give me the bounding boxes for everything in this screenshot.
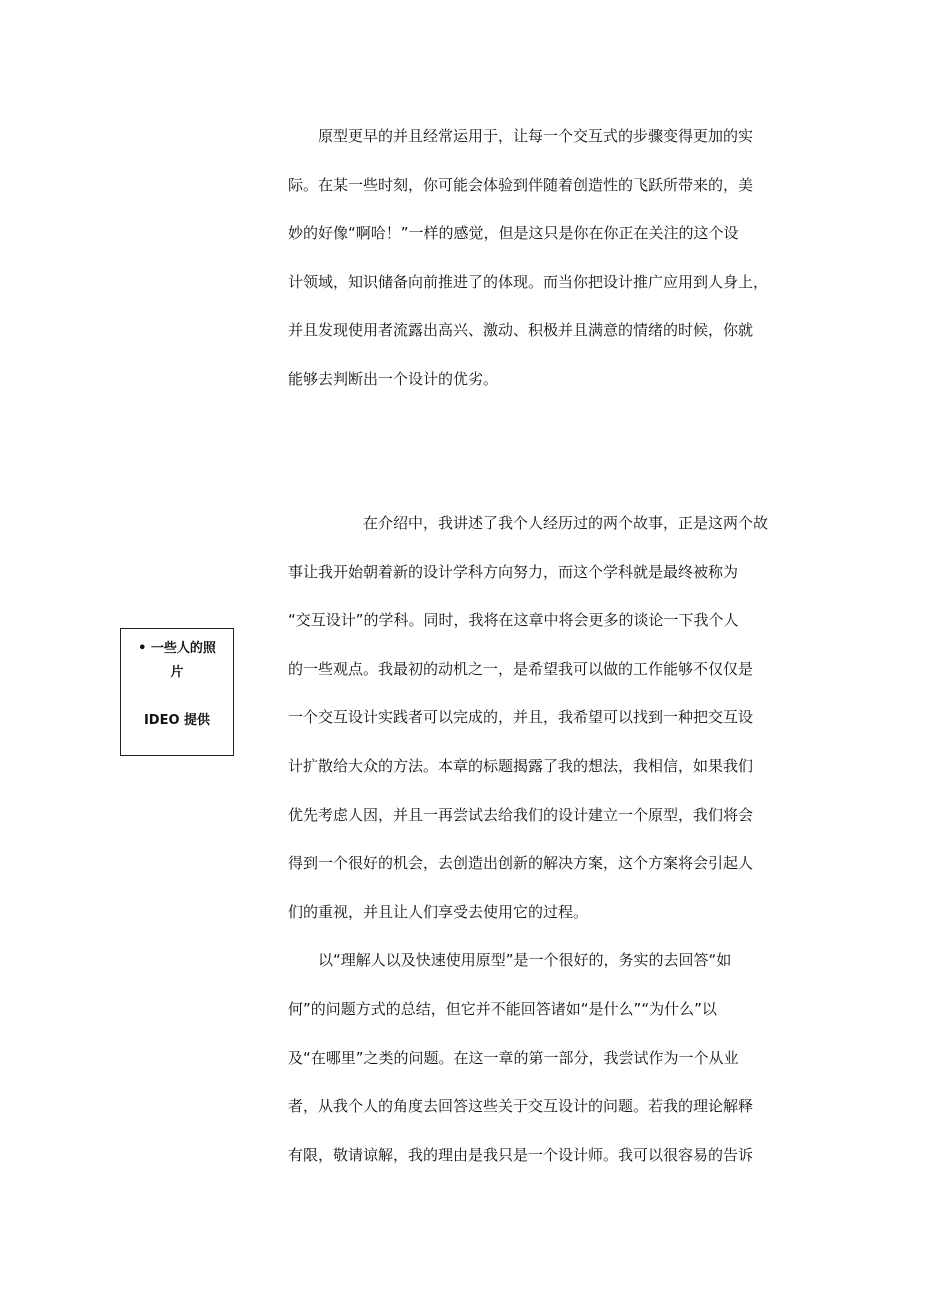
paragraph-1: [288, 112, 788, 404]
text-line: 们的重视，并且让人们享受去使用它的过程。: [288, 902, 589, 921]
text-line: 何”的问题方式的总结，但它并不能回答诸如“是什么”“为什么”以: [288, 999, 717, 1018]
text-line: 际。在某一些时刻，你可能会体验到伴随着创造性的飞跃所带来的，美: [288, 175, 754, 194]
text-line: 得到一个很好的机会，去创造出创新的解决方案，这个方案将会引起人: [288, 854, 754, 873]
text-line: 以“理解人以及快速使用原型”是一个很好的，务实的去回答“如: [288, 951, 732, 970]
text-line: 优先考虑人因，并且一再尝试去给我们的设计建立一个原型，我们将会: [288, 805, 754, 824]
caption-line-2: 片: [170, 665, 184, 680]
text-line: 事让我开始朝着新的设计学科方向努力，而这个学科就是最终被称为: [288, 562, 739, 581]
text-line: 的一些观点。我最初的动机之一，是希望我可以做的工作能够不仅仅是: [288, 659, 754, 678]
caption-spacer: [121, 685, 233, 709]
text-line: 并且发现使用者流露出高兴、激动、积极并且满意的情绪的时候，你就: [288, 321, 754, 340]
caption-credit: IDEO 提供: [143, 713, 211, 728]
text-line: 计领域，知识储备向前推进了的体现。而当你把设计推广应用到人身上，: [288, 272, 769, 291]
text-line: 计扩散给大众的方法。本章的标题揭露了我的想法，我相信，如果我们: [288, 756, 754, 775]
text-line: “交互设计”的学科。同时，我将在这章中将会更多的谈论一下我个人: [288, 611, 739, 630]
text-line: 能够去判断出一个设计的优劣。: [288, 369, 499, 388]
image-placeholder-caption-box: [120, 628, 234, 756]
text-line: 原型更早的并且经常运用于，让每一个交互式的步骤变得更加的实: [288, 127, 754, 145]
caption-line-1: • 一些人的照: [138, 641, 216, 656]
text-line: 及“在哪里”之类的问题。在这一章的第一部分，我尝试作为一个从业: [288, 1048, 739, 1067]
text-line: 有限，敬请谅解，我的理由是我只是一个设计师。我可以很容易的告诉: [288, 1145, 754, 1164]
text-line: 在介绍中，我讲述了我个人经历过的两个故事，正是这两个故: [288, 514, 769, 532]
text-line: 一个交互设计实践者可以完成的，并且，我希望可以找到一种把交互设: [288, 708, 754, 727]
text-line: 者，从我个人的角度去回答这些关于交互设计的问题。若我的理论解释: [288, 1097, 754, 1116]
text-line: 妙的好像“啊哈！”一样的感觉，但是这只是你在你正在关注的这个设: [288, 224, 739, 243]
paragraph-2: [288, 499, 788, 1179]
